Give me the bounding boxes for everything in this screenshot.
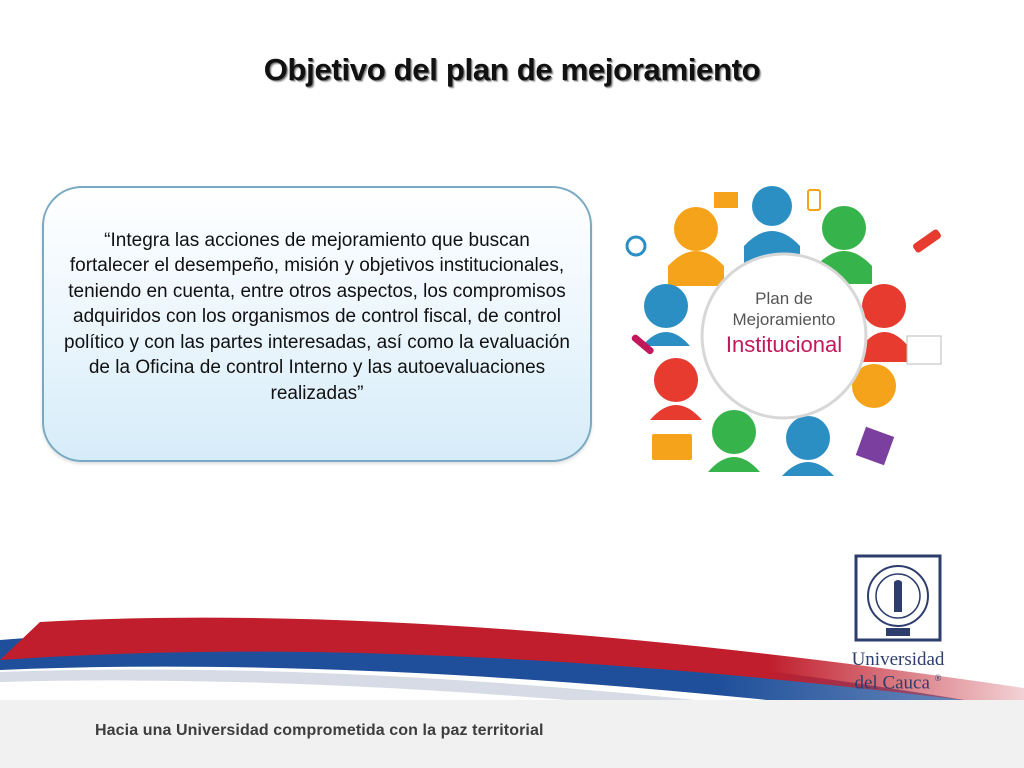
quote-text: “Integra las acciones de mejoramiento que buscan fortalecer el desempeño, misión y objetivos institucionales, teniendo en cuenta, entre otros aspectos, los compromisos adquiridos con los organismos de control fiscal, de control político y con las partes interesadas, así como la evaluación de la Oficina de control Interno y las autoevaluaciones realizadas” [64,229,570,404]
quote-box [42,186,592,462]
university-name-line1: Universidad [851,649,945,670]
pencil-icon [912,228,942,253]
laptop-icon [652,434,692,460]
footer-slogan: Hacia una Universidad comprometida con la paz territorial [95,722,544,739]
phone-icon [808,190,820,210]
magnifier-icon [627,237,645,255]
color-swatch-icon [856,427,894,465]
university-name [838,650,958,692]
university-seal-icon [848,548,948,648]
plan-mejoramiento-graphic [612,176,972,486]
university-name-line2: del Cauca [854,672,930,694]
mail-icon [714,192,738,208]
graphic-line1: Plan de [755,289,813,308]
graphic-line2: Mejoramiento [732,310,836,329]
university-name-line2-wrapper [838,669,958,692]
registered-mark: ® [934,673,942,683]
graphic-line3: Institucional [725,332,843,357]
document-icon [907,336,941,364]
slide-title: Objetivo del plan de mejoramiento [263,52,761,87]
